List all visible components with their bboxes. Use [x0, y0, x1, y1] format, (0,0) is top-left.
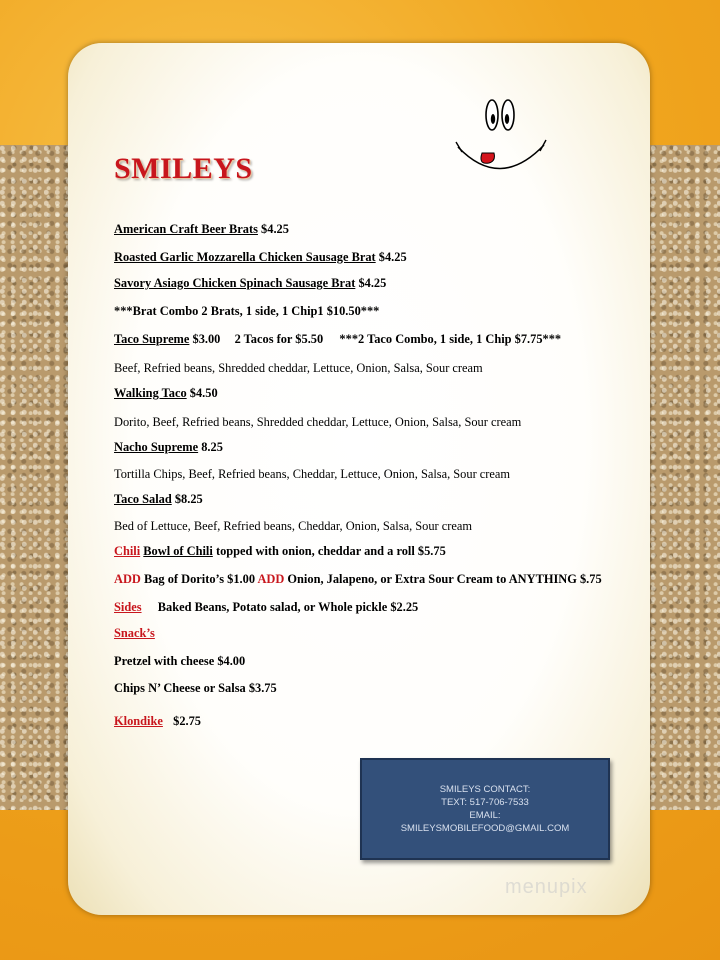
- smiley-face-icon: [452, 95, 552, 185]
- taco-salad-description: Bed of Lettuce, Beef, Refried beans, Cheddar, Onion, Salsa, Sour cream: [114, 519, 473, 533]
- sides-text: Baked Beans, Potato salad, or Whole pickle $2.25: [157, 600, 419, 614]
- item-price: $4.25: [378, 250, 407, 264]
- menu-item-walking-taco: [114, 386, 218, 401]
- item-price: $8.25: [174, 492, 203, 506]
- chili-label: Chili: [114, 544, 141, 558]
- menu-item-taco-salad: [114, 492, 203, 507]
- add-label: ADD: [114, 572, 141, 586]
- menu-item-asiago-brat: [114, 276, 386, 291]
- menu-item-klondike: [114, 714, 201, 729]
- brat-combo: ***Brat Combo 2 Brats, 1 side, 1 Chip1 $10.50***: [114, 304, 380, 318]
- sides-label: Sides: [114, 600, 142, 614]
- klondike-label: Klondike: [114, 714, 163, 728]
- add-doritos: Bag of Dorito’s $1.00: [143, 572, 256, 586]
- watermark: menupix: [505, 876, 588, 898]
- add-ons: [114, 572, 602, 587]
- taco-supreme-description: Beef, Refried beans, Shredded cheddar, Lettuce, Onion, Salsa, Sour cream: [114, 361, 483, 375]
- add-toppings: Onion, Jalapeno, or Extra Sour Cream to ANYTHING $.75: [287, 572, 602, 586]
- menu-item-sides: [114, 600, 418, 615]
- item-price: $4.50: [189, 386, 218, 400]
- menu-item-pretzel: Pretzel with cheese $4.00: [114, 654, 246, 668]
- walking-taco-description: Dorito, Beef, Refried beans, Shredded cheddar, Lettuce, Onion, Salsa, Sour cream: [114, 415, 522, 429]
- klondike-price: $2.75: [173, 714, 202, 728]
- item-name: Roasted Garlic Mozzarella Chicken Sausage Brat: [114, 250, 376, 264]
- menu-item-chips: Chips N’ Cheese or Salsa $3.75: [114, 681, 277, 695]
- contact-heading: SMILEYS CONTACT:: [439, 784, 531, 795]
- item-price: 8.25: [201, 440, 223, 454]
- item-name: Walking Taco: [114, 386, 187, 400]
- taco-combo: ***2 Taco Combo, 1 side, 1 Chip $7.75***: [339, 332, 562, 346]
- item-price: $3.00: [192, 332, 221, 346]
- menu-item-chili: [114, 544, 446, 559]
- menu-item-nacho-supreme: [114, 440, 223, 455]
- item-name: Savory Asiago Chicken Spinach Sausage Brat: [114, 276, 356, 290]
- menu-item-taco-supreme: [114, 332, 561, 347]
- menu-item-craft-beer-brats: [114, 222, 289, 237]
- item-name: Taco Salad: [114, 492, 172, 506]
- menu-title: SMILEYS: [114, 152, 253, 185]
- item-name: American Craft Beer Brats: [114, 222, 258, 236]
- right-gravel-decoration: [640, 145, 720, 810]
- contact-email-label: EMAIL:: [469, 810, 501, 821]
- item-price: $4.25: [358, 276, 387, 290]
- contact-email: SMILEYSMOBILEFOOD@GMAIL.COM: [400, 823, 570, 834]
- item-name: Bowl of Chili: [143, 544, 213, 558]
- nacho-supreme-description: Tortilla Chips, Beef, Refried beans, Cheddar, Lettuce, Onion, Salsa, Sour cream: [114, 467, 511, 481]
- taco-two-deal: 2 Tacos for $5.50: [234, 332, 324, 346]
- contact-box: [360, 758, 610, 860]
- item-price: $4.25: [261, 222, 289, 236]
- item-name: Nacho Supreme: [114, 440, 199, 454]
- item-details: topped with onion, cheddar and a roll $5.75: [215, 544, 446, 558]
- add-label-2: ADD: [257, 572, 285, 586]
- snacks-heading: Snack’s: [114, 626, 155, 640]
- menu-item-garlic-brat: [114, 250, 407, 265]
- contact-phone: TEXT: 517-706-7533: [441, 797, 529, 808]
- item-name: Taco Supreme: [114, 332, 190, 346]
